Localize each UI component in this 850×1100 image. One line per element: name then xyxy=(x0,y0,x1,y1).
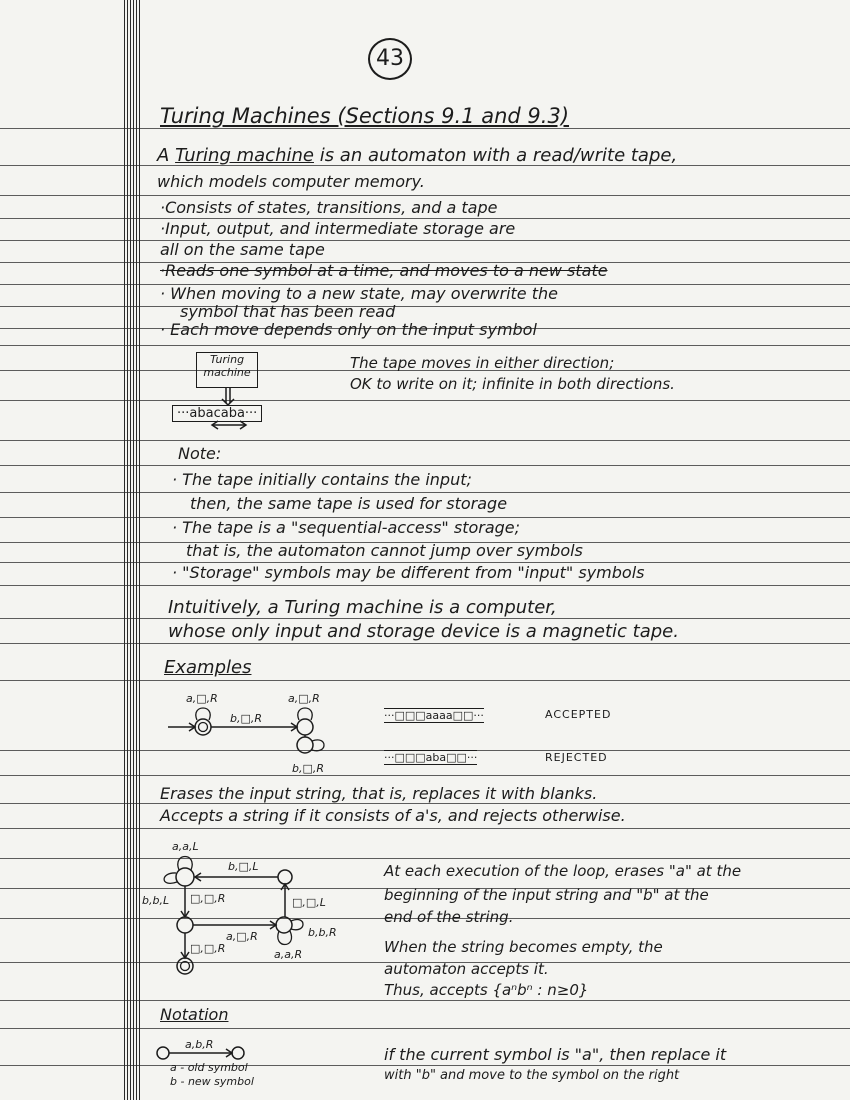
page-title: Turing Machines (Sections 9.1 and 9.3) xyxy=(160,104,570,128)
intro-line-2: which models computer memory. xyxy=(157,172,425,191)
ex2-description-4: When the string becomes empty, the xyxy=(384,938,663,956)
ex1-rejected-label: REJECTED xyxy=(545,751,608,764)
ex2-state-top-right xyxy=(278,870,292,884)
tape-description-1: The tape moves in either direction; xyxy=(350,354,615,372)
ex1-label-loop1: a,□,R xyxy=(186,692,218,705)
note-line-4: that is, the automaton cannot jump over symbols xyxy=(186,541,583,560)
ex1-state-start-accept-inner xyxy=(199,723,208,732)
ex2-loop-bottom xyxy=(278,931,292,945)
turing-machine-box xyxy=(196,352,258,388)
ex1-description-1: Erases the input string, that is, replaces it with blanks. xyxy=(160,784,598,803)
intro-line-1 xyxy=(157,145,677,166)
ex2-label-left-loop: b,b,L xyxy=(142,894,170,907)
notation-state-from xyxy=(157,1047,169,1059)
notation-label: a,b,R xyxy=(185,1038,214,1051)
ex2-state-q0 xyxy=(176,868,194,886)
ex1-description-2: Accepts a string if it consists of a's, and rejects otherwise. xyxy=(160,806,626,825)
ex2-description-2: beginning of the input string and "b" at the xyxy=(384,886,709,904)
notation-description-2: with "b" and move to the symbol on the right xyxy=(384,1068,680,1083)
ex2-label-right-loop: b,b,R xyxy=(308,926,337,939)
note-line-1: · The tape initially contains the input; xyxy=(172,470,472,489)
notation-state-to xyxy=(232,1047,244,1059)
ex2-description-1: At each execution of the loop, erases "a" at the xyxy=(384,862,742,880)
ex2-label-right: □,□,L xyxy=(292,896,326,909)
ex1-tape-rejected: ···□□□aba□□··· xyxy=(384,751,478,764)
ex1-start-arrow xyxy=(168,723,195,731)
ex1-state-start-accept-outer xyxy=(195,719,211,735)
note-line-2: then, the same tape is used for storage xyxy=(190,494,508,513)
machine-box-label-1: Turing xyxy=(209,353,245,366)
notation-legend-2: b - new symbol xyxy=(170,1075,254,1088)
ex2-loop-left xyxy=(164,873,177,883)
ex2-description-3: end of the string. xyxy=(384,908,514,926)
ex2-state-accept-outer xyxy=(177,958,193,974)
notation-heading: Notation xyxy=(160,1005,229,1024)
ex1-accepted-label: ACCEPTED xyxy=(545,708,612,721)
bullet-states: ·Consists of states, transitions, and a tape xyxy=(160,198,498,217)
turing-machine-term: Turing machine xyxy=(175,145,314,166)
ex1-loop-1 xyxy=(196,708,210,720)
examples-heading: Examples xyxy=(164,657,252,678)
intro-prefix: A xyxy=(157,145,170,166)
note-line-5: · "Storage" symbols may be different from "input" symbols xyxy=(172,563,645,582)
ex1-loop-2 xyxy=(298,708,312,720)
ex2-label-down: □,□,R xyxy=(190,942,226,955)
bullet-each-move: · Each move depends only on the input symbol xyxy=(160,320,537,339)
page-number: 43 xyxy=(368,38,412,80)
ex1-state-2 xyxy=(297,719,313,735)
tape-description-2: OK to write on it; infinite in both directions. xyxy=(350,375,675,393)
bullet-struck-out: ·Reads one symbol at a time, and moves to a new state xyxy=(160,261,608,280)
ex1-label-edge: b,□,R xyxy=(230,712,263,725)
ex2-label-mid2: a,□,R xyxy=(226,930,258,943)
bullet-input-output: ·Input, output, and intermediate storage are xyxy=(160,219,516,238)
bullet-overwrite: · When moving to a new state, may overwrite the xyxy=(160,284,558,303)
note-heading: Note: xyxy=(178,444,222,463)
notation-legend-1: a - old symbol xyxy=(170,1061,248,1074)
note-line-3: · The tape is a "sequential-access" storage; xyxy=(172,518,521,537)
ex2-loop-right xyxy=(291,919,303,929)
ex1-tape-accepted: ···□□□aaaa□□··· xyxy=(384,709,484,722)
intuition-line-2: whose only input and storage device is a magnetic tape. xyxy=(168,621,679,642)
bullet-input-output-cont: all on the same tape xyxy=(160,240,325,259)
ex1-label-loop3: b,□,R xyxy=(292,762,325,775)
intro-line-1-rest: is an automaton with a read/write tape, xyxy=(319,145,678,166)
ex2-state-q2 xyxy=(276,917,292,933)
ex2-label-top-loop: a,a,L xyxy=(172,840,199,853)
ex2-label-top-edge: b,□,L xyxy=(228,860,259,873)
machine-box-label-2: machine xyxy=(203,366,251,379)
ex2-label-mid: □,□,R xyxy=(190,892,226,905)
tape-cells: ···abacaba··· xyxy=(172,405,262,422)
intuition-line-1: Intuitively, a Turing machine is a computer, xyxy=(168,597,557,618)
ex2-description-5: automaton accepts it. xyxy=(384,960,549,978)
ex1-label-loop2: a,□,R xyxy=(288,692,320,705)
ex2-label-bottom-loop: a,a,R xyxy=(274,948,303,961)
bullet-overwrite-cont: symbol that has been read xyxy=(180,302,396,321)
ex2-state-q1 xyxy=(177,917,193,933)
ex2-description-6: Thus, accepts {aⁿbⁿ : n≥0} xyxy=(384,981,589,999)
notation-description-1: if the current symbol is "a", then replace it xyxy=(384,1045,727,1064)
